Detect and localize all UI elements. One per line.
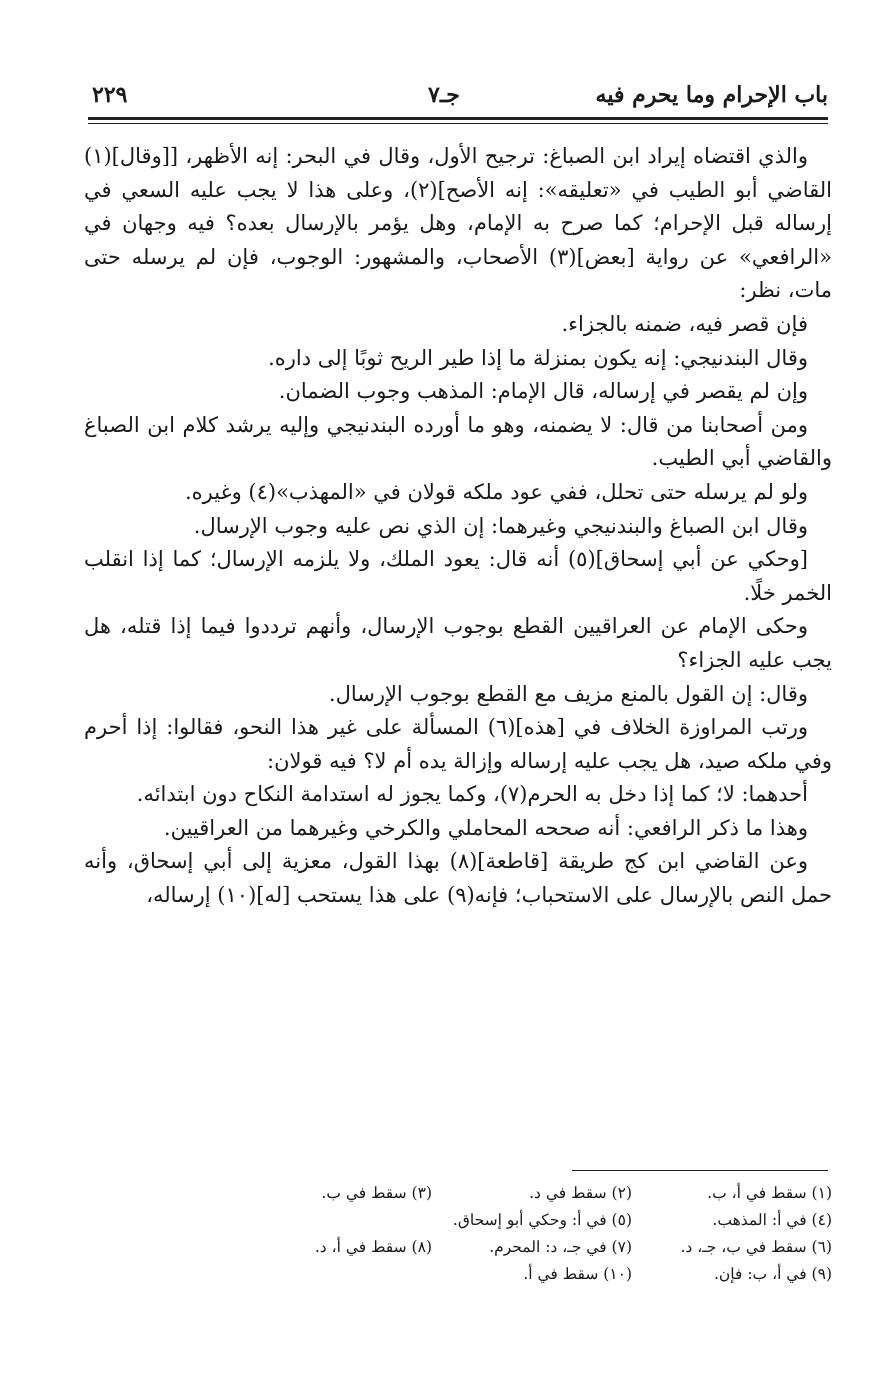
footnote: (٢) سقط في د. [529, 1184, 632, 1202]
paragraph: وهذا ما ذكر الرافعي: أنه صححه المحاملي والكرخي وغيرهما من العراقيين. [163, 815, 808, 840]
footnote: (٤) في أ: المذهب. [712, 1211, 832, 1229]
footnote-row [120, 1207, 832, 1234]
footnote: (١) سقط في أ، ب. [707, 1184, 832, 1202]
footnote: (٧) في جـ، د: المحرم. [489, 1238, 632, 1256]
main-text [84, 140, 832, 913]
paragraph: وإن لم يقصر في إرساله، قال الإمام: المذهب وجوب الضمان. [278, 379, 808, 404]
footnote-row [120, 1180, 832, 1207]
footnote: (٨) سقط في أ، د. [314, 1238, 432, 1256]
paragraph: ورتب المراوزة الخلاف في [هذه](٦) المسألة على غير هذا النحو، فقالوا: إذا أحرم وفي ملكه صيد، هل يجب عليه إرساله وإزالة يده أم لا؟ فيه قولان: [84, 715, 832, 773]
header-rule-thin [88, 123, 828, 124]
paragraph: وحكى الإمام عن العراقيين القطع بوجوب الإرسال، وأنهم ترددوا فيما إذا قتله، هل يجب عليه الجزاء؟ [84, 614, 832, 672]
paragraph: والذي اقتضاه إيراد ابن الصباغ: ترجيح الأول، وقال في البحر: إنه الأظهر، [[وقال](١) القاضي أبو الطيب في «تعليقه»: إنه الأصح](٢)، وعلى هذا لا يجب عليه السعي في إرساله قبل الإحرام؛ كما صرح به الإمام، وهل يؤمر بالإرسال بعده؟ فيه وجهان في «الرافعي» عن رواية [بعض](٣) الأصحاب، والمشهور: الوجوب، فإن لم يرسله حتى مات، نظر: [84, 144, 832, 303]
paragraph: ومن أصحابنا من قال: لا يضمنه، وهو ما أورده البندنيجي وإليه يرشد كلام ابن الصباغ والقاضي أبي الطيب. [84, 412, 832, 471]
page-header [88, 76, 828, 116]
footnotes [120, 1180, 832, 1288]
footnote: (٥) في أ: وحكي أبو إسحاق. [452, 1211, 632, 1229]
paragraph: وعن القاضي ابن كج طريقة [قاطعة](٨) بهذا القول، معزية إلى أبي إسحاق، وأنه حمل النص بالإرسال على الاستحباب؛ فإنه(٩) على هذا يستحب [له](١٠) إرساله، [84, 849, 832, 908]
paragraph: وقال البندنيجي: إنه يكون بمنزلة ما إذا طير الريح ثوبًا إلى داره. [268, 345, 808, 370]
footnote [212, 1207, 432, 1234]
paragraph: فإن قصر فيه، ضمنه بالجزاء. [561, 311, 808, 336]
footnote: (٣) سقط في ب. [321, 1184, 432, 1202]
paragraph: ولو لم يرسله حتى تحلل، ففي عود ملكه قولان في «المهذب»(٤) وغيره. [185, 479, 808, 504]
paragraph: وقال ابن الصباغ والبندنيجي وغيرهما: إن الذي نص عليه وجوب الإرسال. [193, 513, 808, 538]
volume-label: جـ٧ [428, 82, 460, 108]
paragraph: [وحكي عن أبي إسحاق](٥) أنه قال: يعود الملك، ولا يلزمه الإرسال؛ كما إذا انقلب الخمر خلًا. [84, 547, 832, 605]
paragraph: أحدهما: لا؛ كما إذا دخل به الحرم(٧)، وكما يجوز له استدامة النكاح دون ابتدائه. [136, 782, 808, 807]
footnote-separator [572, 1170, 828, 1171]
footnote: (٩) في أ، ب: فإن. [713, 1265, 832, 1283]
header-rule-thick [88, 117, 828, 120]
chapter-title: باب الإحرام وما يحرم فيه [595, 82, 828, 108]
footnote: (٦) سقط في ب، جـ، د. [680, 1238, 832, 1256]
footnote: (١٠) سقط في أ. [523, 1265, 632, 1283]
footnote-row [120, 1234, 832, 1261]
footnote-row [120, 1261, 832, 1288]
footnote [212, 1261, 432, 1288]
paragraph: وقال: إن القول بالمنع مزيف مع القطع بوجوب الإرسال. [328, 681, 808, 706]
page-number: ٢٢٩ [92, 82, 128, 108]
